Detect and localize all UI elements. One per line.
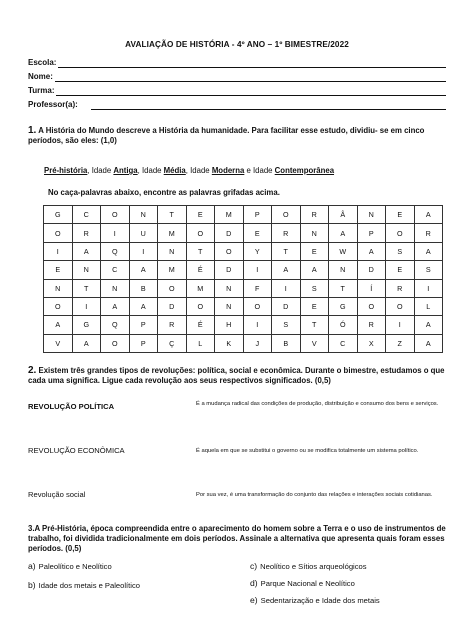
page-title: AVALIAÇÃO DE HISTÓRIA - 4º ANO – 1º BIMESTRE/2022 [125, 40, 349, 49]
word-grid-cell[interactable]: L [186, 334, 215, 352]
word-grid-cell[interactable]: I [272, 279, 301, 297]
word-grid-cell[interactable]: A [414, 206, 443, 224]
word-grid-cell[interactable]: P [129, 334, 158, 352]
class-label: Turma: [28, 86, 55, 95]
word-grid-cell[interactable]: G [44, 206, 73, 224]
word-grid-cell[interactable]: C [329, 334, 358, 352]
word-grid-cell[interactable]: R [72, 224, 101, 242]
word-grid-cell[interactable]: V [300, 334, 329, 352]
word-search-instruction: No caça-palavras abaixo, encontre as palavras grifadas acima. [48, 188, 280, 197]
word-grid-cell[interactable]: C [101, 261, 130, 279]
word-grid-cell[interactable]: E [300, 297, 329, 315]
option-a[interactable] [28, 561, 112, 571]
word-grid-cell[interactable]: A [272, 261, 301, 279]
word-grid-cell[interactable]: I [44, 242, 73, 260]
option-b-letter: b) [28, 580, 36, 590]
word-grid-cell[interactable]: A [101, 297, 130, 315]
word-grid-cell[interactable]: O [357, 297, 386, 315]
question-2 [28, 366, 448, 386]
period-word-modern: Moderna [211, 166, 245, 175]
word-grid-cell[interactable]: N [101, 279, 130, 297]
word-grid-cell[interactable]: O [186, 224, 215, 242]
word-grid-cell[interactable]: V [44, 334, 73, 352]
word-grid-cell[interactable]: O [386, 224, 415, 242]
word-grid-cell[interactable]: A [414, 334, 443, 352]
word-grid-cell[interactable]: É [186, 316, 215, 334]
word-grid-cell[interactable]: O [215, 242, 244, 260]
question-1-text: A História do Mundo descreve a História da humanidade. Para facilitar esse estudo, dividiu- se em cinco períodos, são eles: (1,0) [28, 126, 425, 145]
revolution-desc-1[interactable]: É a mudança radical das condições de produção, distribuição e consumo dos bens e serviços. [196, 401, 439, 407]
revolution-desc-3[interactable]: Por sua vez, é uma transformação do conjunto das relações e interações sociais cotidianas. [196, 492, 433, 498]
word-grid-cell[interactable]: N [129, 206, 158, 224]
word-grid-cell[interactable]: E [300, 242, 329, 260]
word-grid-cell[interactable]: R [386, 279, 415, 297]
word-grid-cell[interactable]: I [243, 261, 272, 279]
word-grid-row [44, 279, 443, 297]
word-grid-cell[interactable]: J [243, 334, 272, 352]
word-grid-cell[interactable]: R [158, 316, 187, 334]
word-grid-cell[interactable]: P [129, 316, 158, 334]
period-suffix: , [137, 166, 142, 175]
word-grid-cell[interactable]: Q [101, 242, 130, 260]
school-label: Escola: [28, 58, 57, 67]
word-grid-cell[interactable]: A [72, 242, 101, 260]
word-grid-cell[interactable]: N [300, 224, 329, 242]
word-grid-row [44, 316, 443, 334]
word-grid-cell[interactable]: T [300, 316, 329, 334]
word-grid-cell[interactable]: D [215, 224, 244, 242]
word-grid-cell[interactable]: A [129, 261, 158, 279]
word-grid-cell[interactable]: N [158, 242, 187, 260]
word-grid-cell[interactable]: E [186, 206, 215, 224]
word-grid-cell[interactable]: A [414, 242, 443, 260]
teacher-field[interactable] [28, 100, 446, 111]
word-grid-cell[interactable]: Ç [158, 334, 187, 352]
period-suffix: e [244, 166, 253, 175]
option-c-text: Neolítico e Sítios arqueológicos [260, 562, 367, 571]
word-grid-cell[interactable]: M [186, 279, 215, 297]
class-field[interactable] [28, 86, 446, 97]
word-grid-cell[interactable]: R [272, 224, 301, 242]
word-grid-cell[interactable]: W [329, 242, 358, 260]
word-grid-row [44, 242, 443, 260]
word-grid-cell[interactable]: O [158, 279, 187, 297]
question-2-number: 2. [28, 365, 37, 376]
word-grid-cell[interactable]: I [129, 242, 158, 260]
revolution-political[interactable]: REVOLUÇÃO POLÍTICA [28, 402, 115, 411]
word-grid-cell[interactable]: I [72, 297, 101, 315]
word-grid-cell[interactable]: Â [329, 206, 358, 224]
period-word-medieval: Média [163, 166, 186, 175]
revolution-social[interactable]: Revolução social [28, 490, 86, 499]
word-grid-cell[interactable]: P [357, 224, 386, 242]
word-grid-cell[interactable]: N [44, 279, 73, 297]
word-grid-cell[interactable]: T [329, 279, 358, 297]
word-grid-cell[interactable]: I [414, 279, 443, 297]
word-grid-cell[interactable]: Y [243, 242, 272, 260]
word-grid-cell[interactable]: B [272, 334, 301, 352]
word-grid-row [44, 224, 443, 242]
word-grid-cell[interactable]: D [158, 297, 187, 315]
word-grid-cell[interactable]: M [158, 224, 187, 242]
word-grid-cell[interactable]: Í [357, 279, 386, 297]
question-3-text: 3.A Pré-História, época compreendida entre o aparecimento do homem sobre a Terra e o uso de instrumentos de trabalho, foi dividida tradicionalmente em dois períodos. Assinale a alternativa que apresenta quais foram esses períodos. (0,5) [28, 524, 446, 553]
word-grid-cell[interactable]: E [44, 261, 73, 279]
period-prefix: Idade [190, 166, 212, 175]
period-suffix: , [185, 166, 191, 175]
word-grid-cell[interactable]: M [158, 261, 187, 279]
question-1 [28, 126, 448, 146]
teacher-label: Professor(a): [28, 100, 78, 109]
word-grid-cell[interactable]: N [215, 279, 244, 297]
revolution-desc-2[interactable]: É aquela em que se substitui o governo ou se modifica totalmente um sistema político. [196, 448, 419, 454]
word-grid-cell[interactable]: P [243, 206, 272, 224]
option-a-text: Paleolítico e Neolítico [38, 562, 112, 571]
option-e[interactable] [250, 595, 380, 605]
period-prefix: Idade [141, 166, 164, 175]
word-grid-cell[interactable]: C [72, 206, 101, 224]
word-grid-row [44, 261, 443, 279]
word-grid-cell[interactable]: É [186, 261, 215, 279]
option-e-letter: e) [250, 595, 258, 605]
word-grid-cell[interactable]: S [272, 316, 301, 334]
word-grid-cell[interactable]: O [44, 224, 73, 242]
word-grid-cell[interactable]: I [386, 316, 415, 334]
option-a-letter: a) [28, 561, 36, 571]
period-prefix: Idade [252, 166, 275, 175]
word-grid-cell[interactable]: G [72, 316, 101, 334]
word-grid-cell[interactable]: D [215, 261, 244, 279]
option-b[interactable] [28, 580, 140, 590]
word-grid-cell[interactable]: I [101, 224, 130, 242]
word-grid-cell[interactable]: Q [101, 316, 130, 334]
revolution-economic[interactable]: REVOLUÇÃO ECONÔMICA [28, 446, 125, 455]
word-grid-cell[interactable]: O [386, 297, 415, 315]
word-grid-cell[interactable]: D [357, 261, 386, 279]
word-grid-cell[interactable]: O [272, 206, 301, 224]
word-grid-cell[interactable]: N [357, 206, 386, 224]
word-grid-cell[interactable]: E [243, 224, 272, 242]
word-grid-cell[interactable]: B [129, 279, 158, 297]
word-grid-cell[interactable]: L [414, 297, 443, 315]
word-grid-row [44, 334, 443, 352]
word-grid-cell[interactable]: G [329, 297, 358, 315]
word-grid-cell[interactable]: R [357, 316, 386, 334]
school-line [58, 67, 446, 68]
question-1-number: 1. [28, 125, 37, 136]
word-grid-cell[interactable]: O [243, 297, 272, 315]
school-field[interactable] [28, 58, 446, 69]
word-grid-cell[interactable]: O [44, 297, 73, 315]
name-label: Nome: [28, 72, 53, 81]
word-grid-cell[interactable]: U [129, 224, 158, 242]
word-search-grid [43, 205, 443, 353]
option-e-text: Sedentarização e Idade dos metais [260, 596, 380, 605]
period-word-prehistory: Pré-história [44, 166, 88, 175]
period-prefix: Idade [91, 166, 114, 175]
word-grid-cell[interactable]: D [272, 297, 301, 315]
word-grid-cell[interactable]: R [414, 224, 443, 242]
word-grid-cell[interactable]: O [101, 334, 130, 352]
word-grid-cell[interactable]: S [386, 242, 415, 260]
word-grid-row [44, 297, 443, 315]
word-grid-cell[interactable]: Ó [329, 316, 358, 334]
option-d-text: Parque Nacional e Neolítico [260, 579, 355, 588]
word-grid-cell[interactable]: A [129, 297, 158, 315]
word-grid-row [44, 206, 443, 224]
word-grid-cell[interactable]: E [386, 261, 415, 279]
teacher-line [91, 109, 446, 110]
option-d-letter: d) [250, 578, 258, 588]
word-grid-cell[interactable]: A [44, 316, 73, 334]
word-grid-cell[interactable]: R [300, 206, 329, 224]
option-c[interactable] [250, 561, 367, 571]
word-grid-cell[interactable]: S [414, 261, 443, 279]
word-grid-cell[interactable]: O [186, 297, 215, 315]
option-b-text: Idade dos metais e Paleolítico [38, 581, 140, 590]
name-field[interactable] [28, 72, 446, 83]
word-grid-cell[interactable]: A [329, 224, 358, 242]
word-grid-cell[interactable]: X [357, 334, 386, 352]
word-grid-cell[interactable]: K [215, 334, 244, 352]
word-grid-cell[interactable]: F [243, 279, 272, 297]
word-grid-cell[interactable]: E [386, 206, 415, 224]
name-line [55, 81, 446, 82]
word-grid-cell[interactable]: I [243, 316, 272, 334]
period-word-ancient: Antiga [113, 166, 138, 175]
word-grid-cell[interactable]: H [215, 316, 244, 334]
word-grid-cell[interactable]: S [300, 279, 329, 297]
question-2-text: Existem três grandes tipos de revoluções: política, social e econômica. Durante o bimestre, estudamos o que cada uma significa. Ligue cada revolução aos seus respectivos significados. (0,5) [28, 366, 445, 385]
word-grid-cell[interactable]: Z [386, 334, 415, 352]
word-grid-cell[interactable]: A [72, 334, 101, 352]
word-grid-cell[interactable]: A [357, 242, 386, 260]
period-word-contemporary: Contemporânea [274, 166, 335, 175]
periods-list [44, 166, 334, 175]
word-grid-cell[interactable]: N [329, 261, 358, 279]
class-line [56, 95, 446, 96]
option-c-letter: c) [250, 561, 258, 571]
option-d[interactable] [250, 578, 355, 588]
word-grid-cell[interactable]: O [101, 206, 130, 224]
word-grid-cell[interactable]: A [300, 261, 329, 279]
word-grid-cell[interactable]: A [414, 316, 443, 334]
word-grid-cell[interactable]: T [158, 206, 187, 224]
word-grid-cell[interactable]: T [186, 242, 215, 260]
word-grid-cell[interactable]: N [215, 297, 244, 315]
word-grid-cell[interactable]: N [72, 261, 101, 279]
word-grid-cell[interactable]: T [272, 242, 301, 260]
word-grid-cell[interactable]: M [215, 206, 244, 224]
word-grid-cell[interactable]: T [72, 279, 101, 297]
period-suffix: , [87, 166, 92, 175]
